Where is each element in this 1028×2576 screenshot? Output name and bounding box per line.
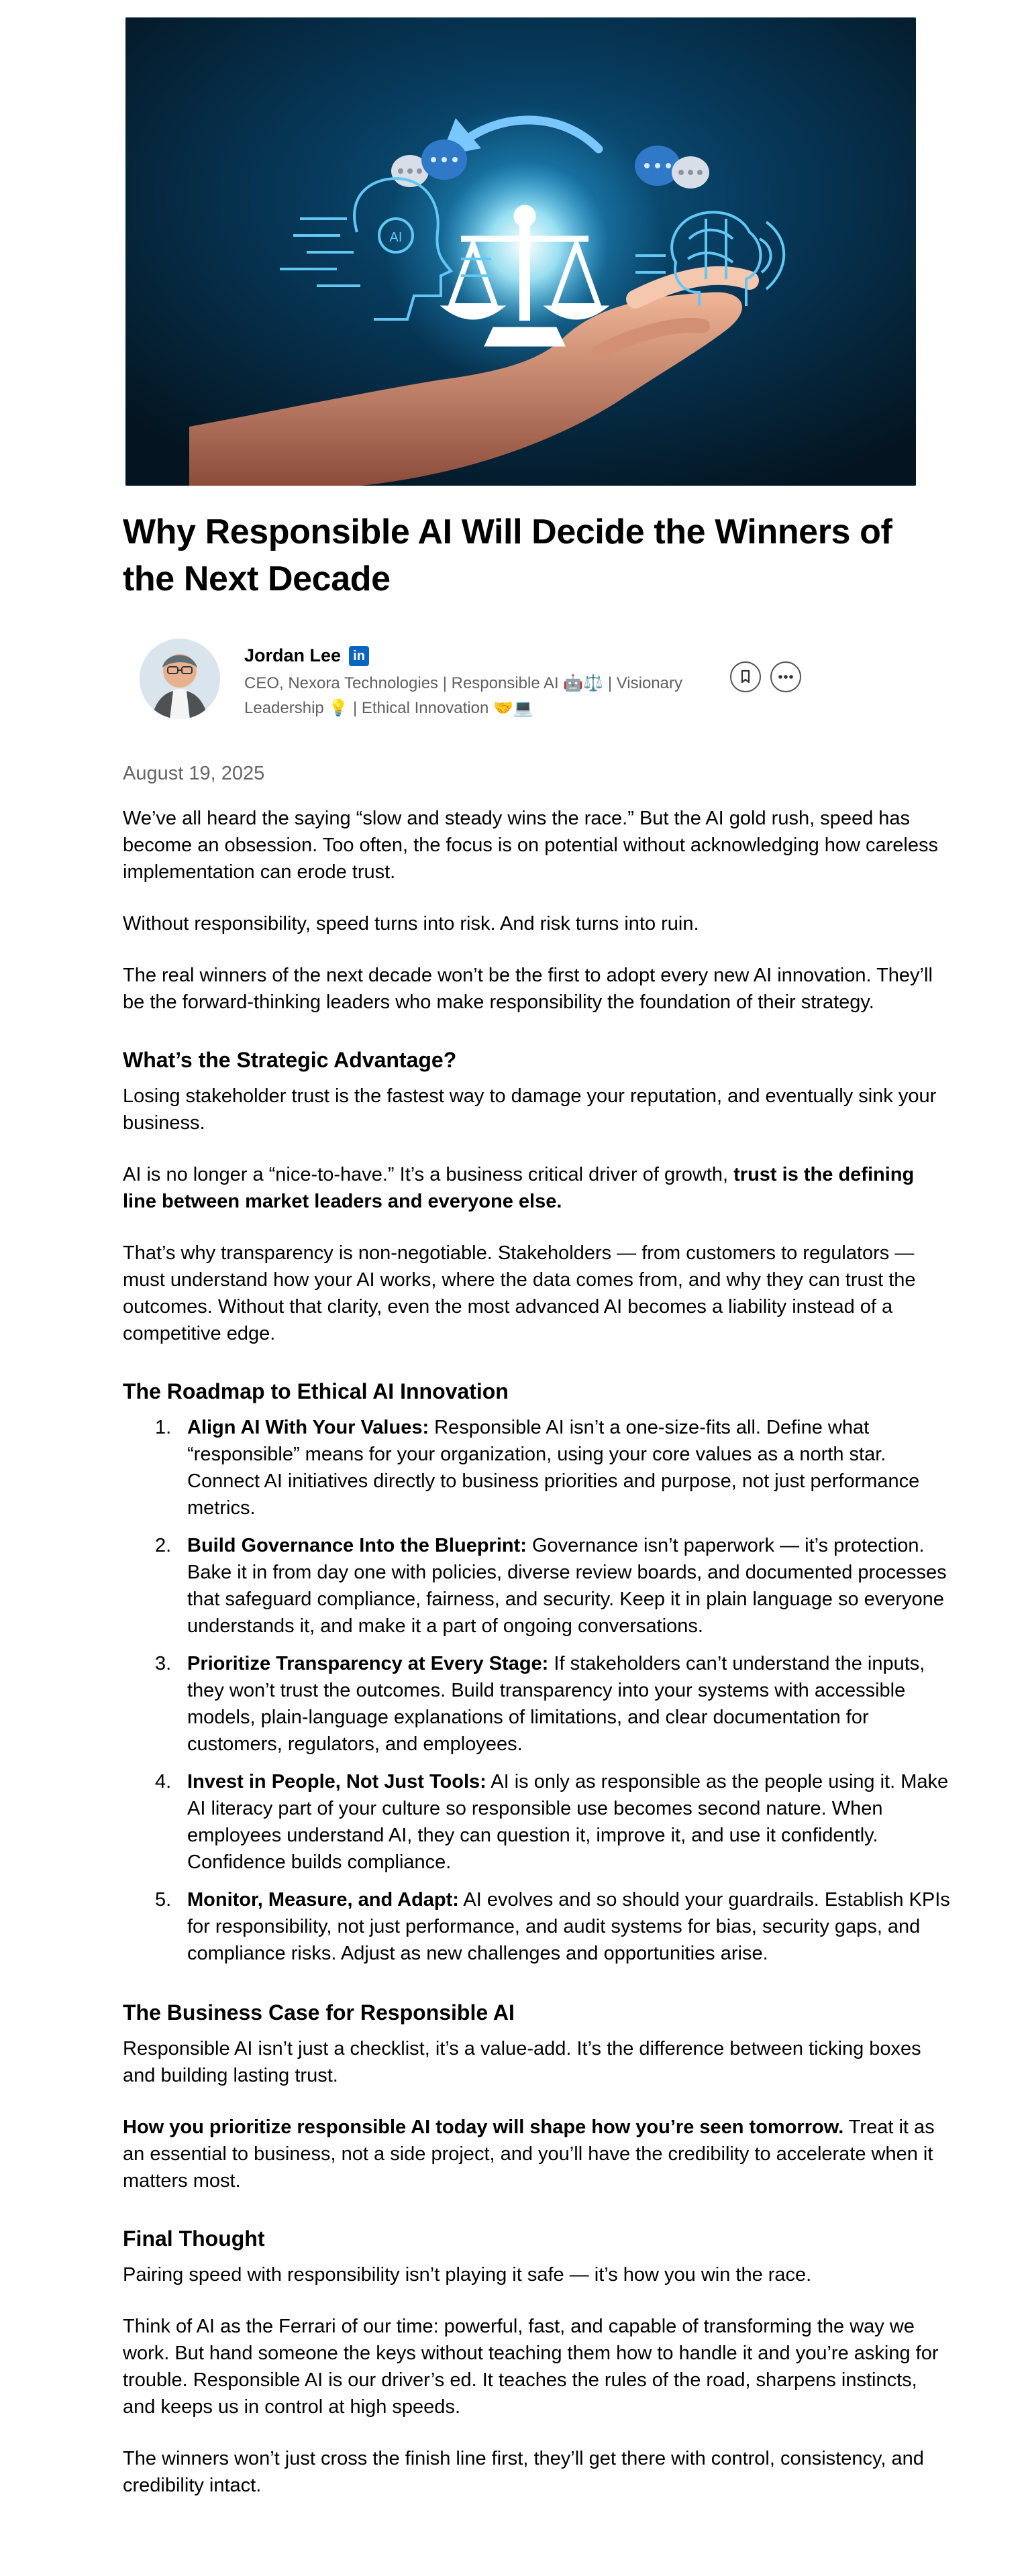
business-case-paragraph-2 <box>123 2114 948 2194</box>
roadmap-item-text: AI evolves and so should your guardrails. Establish KPIs for responsibility, not just performance, and audit systems for bias, security gaps, and compliance risks. Adjust as new challenges and opportunities arise. <box>187 1889 950 1964</box>
roadmap-list <box>123 1414 948 1967</box>
bookmark-icon <box>739 669 752 684</box>
section-heading-roadmap: The Roadmap to Ethical AI Innovation <box>123 1379 509 1403</box>
author-avatar-illustration <box>140 639 220 719</box>
business-case-text: Treat it as an essential to business, not a side project, and you’ll have the credibility to accelerate when it matters most. <box>123 2116 935 2192</box>
final-thought-paragraph-1: Pairing speed with responsibility isn’t playing it safe — it’s how you win the race. <box>123 2264 812 2286</box>
article-body <box>123 805 948 2499</box>
business-case-paragraph-1: Responsible AI isn’t just a checklist, it’s a value-add. It’s the difference between ticking boxes and building lasting trust. <box>123 2038 921 2086</box>
ellipsis-icon <box>778 674 794 680</box>
publish-date: August 19, 2025 <box>123 763 265 784</box>
author-name[interactable]: Jordan Lee <box>244 645 342 665</box>
roadmap-list-item <box>123 1532 959 1640</box>
section-heading-business-case: The Business Case for Responsible AI <box>123 2000 515 2025</box>
roadmap-item-text: Responsible AI isn’t a one-size-fits all. Define what “responsible” means for your organization, using your core values as a north star. Connect AI initiatives directly to business priorities and purpose, not just performance metrics. <box>187 1417 920 1519</box>
roadmap-list-item <box>123 1414 959 1521</box>
roadmap-list-item <box>123 1768 959 1876</box>
roadmap-item-text: If stakeholders can’t understand the inputs, they won’t trust the outcomes. Build transparency into your systems with accessible models, plain-language explanations of limitations, and clear documentation for customers, regulators, and employees. <box>187 1653 925 1755</box>
author-actions <box>730 661 801 692</box>
ai-label-text: AI <box>389 230 403 245</box>
article-title: Why Responsible AI Will Decide the Winners of the Next Decade <box>123 513 892 598</box>
final-thought-paragraph-3: The winners won’t just cross the finish line first, they’ll get there with control, consistency, and credibility intact. <box>123 2448 924 2496</box>
roadmap-item-text: AI is only as responsible as the people using it. Make AI literacy part of your culture so responsible use becomes second nature. When employees understand AI, they can question it, improve it, and use it confidently. Confidence builds compliance. <box>187 1771 949 1873</box>
author-name-row <box>244 645 369 666</box>
strategic-paragraph-1: Losing stakeholder trust is the fastest way to damage your reputation, and eventually sink your business. <box>123 1085 937 1134</box>
author-card <box>140 639 831 726</box>
roadmap-item-number: 4. <box>155 1771 172 1792</box>
cover-image <box>125 17 916 486</box>
responsible-ai-cover-illustration <box>125 17 916 486</box>
roadmap-item-text: Governance isn’t paperwork — it’s protection. Bake it in from day one with policies, diverse review boards, and documented processes that safeguard compliance, fairness, and security. Keep it in plain language so everyone understands it, and make it a part of ongoing conversations. <box>187 1535 947 1637</box>
strategic-paragraph-3: That’s why transparency is non-negotiable. Stakeholders — from customers to regulators — must understand how your AI works, where the data comes from, and why they can trust the outcomes. Without that clarity, even the most advanced AI becomes a liability instead of a competitive edge. <box>123 1242 916 1344</box>
roadmap-item-title: Align AI With Your Values: <box>187 1417 429 1438</box>
intro-paragraph-2: Without responsibility, speed turns into risk. And risk turns into ruin. <box>123 913 699 934</box>
linkedin-icon: in <box>349 646 369 666</box>
roadmap-item-number: 3. <box>155 1653 172 1674</box>
section-heading-final-thought: Final Thought <box>123 2226 265 2251</box>
roadmap-item-number: 1. <box>155 1417 172 1438</box>
strategic-paragraph-2-lead: AI is no longer a “nice-to-have.” It’s a business critical driver of growth, <box>123 1164 734 1185</box>
final-thought-paragraph-2: Think of AI as the Ferrari of our time: powerful, fast, and capable of transforming the way we work. But hand someone the keys without teaching them how to handle it and you’re asking for trouble. Responsible AI is our driver’s ed. It teaches the rules of the road, sharpens instincts, and keeps us in control at high speeds. <box>123 2316 939 2418</box>
author-headline: CEO, Nexora Technologies | Responsible AI 🤖⚖️ | Visionary Leadership 💡 | Ethical Innovation 🤝💻 <box>244 674 682 717</box>
business-case-emphasis: How you prioritize responsible AI today will shape how you’re seen tomorrow. <box>123 2116 844 2138</box>
more-options-button[interactable] <box>770 661 801 692</box>
intro-paragraph-3: The real winners of the next decade won’t be the first to adopt every new AI innovation. They’ll be the forward-thinking leaders who make responsibility the foundation of their strategy. <box>123 965 933 1013</box>
strategic-paragraph-2-emphasis: trust is the defining line between market leaders and everyone else. <box>123 1164 915 1212</box>
roadmap-item-title: Monitor, Measure, and Adapt: <box>187 1889 459 1911</box>
save-button[interactable] <box>730 661 761 692</box>
strategic-paragraph-2 <box>123 1161 948 1215</box>
roadmap-item-title: Prioritize Transparency at Every Stage: <box>187 1653 549 1674</box>
roadmap-list-item <box>123 1650 959 1758</box>
intro-paragraph-1: We’ve all heard the saying “slow and steady wins the race.” But the AI gold rush, speed has become an obsession. Too often, the focus is on potential without acknowledging how careless implementation can erode trust. <box>123 808 938 883</box>
section-heading-strategic-advantage: What’s the Strategic Advantage? <box>123 1048 457 1072</box>
roadmap-list-item <box>123 1886 959 1967</box>
roadmap-item-title: Invest in People, Not Just Tools: <box>187 1771 486 1792</box>
roadmap-item-number: 2. <box>155 1535 172 1556</box>
roadmap-item-title: Build Governance Into the Blueprint: <box>187 1535 527 1556</box>
author-avatar[interactable] <box>140 639 220 719</box>
roadmap-item-number: 5. <box>155 1889 172 1911</box>
